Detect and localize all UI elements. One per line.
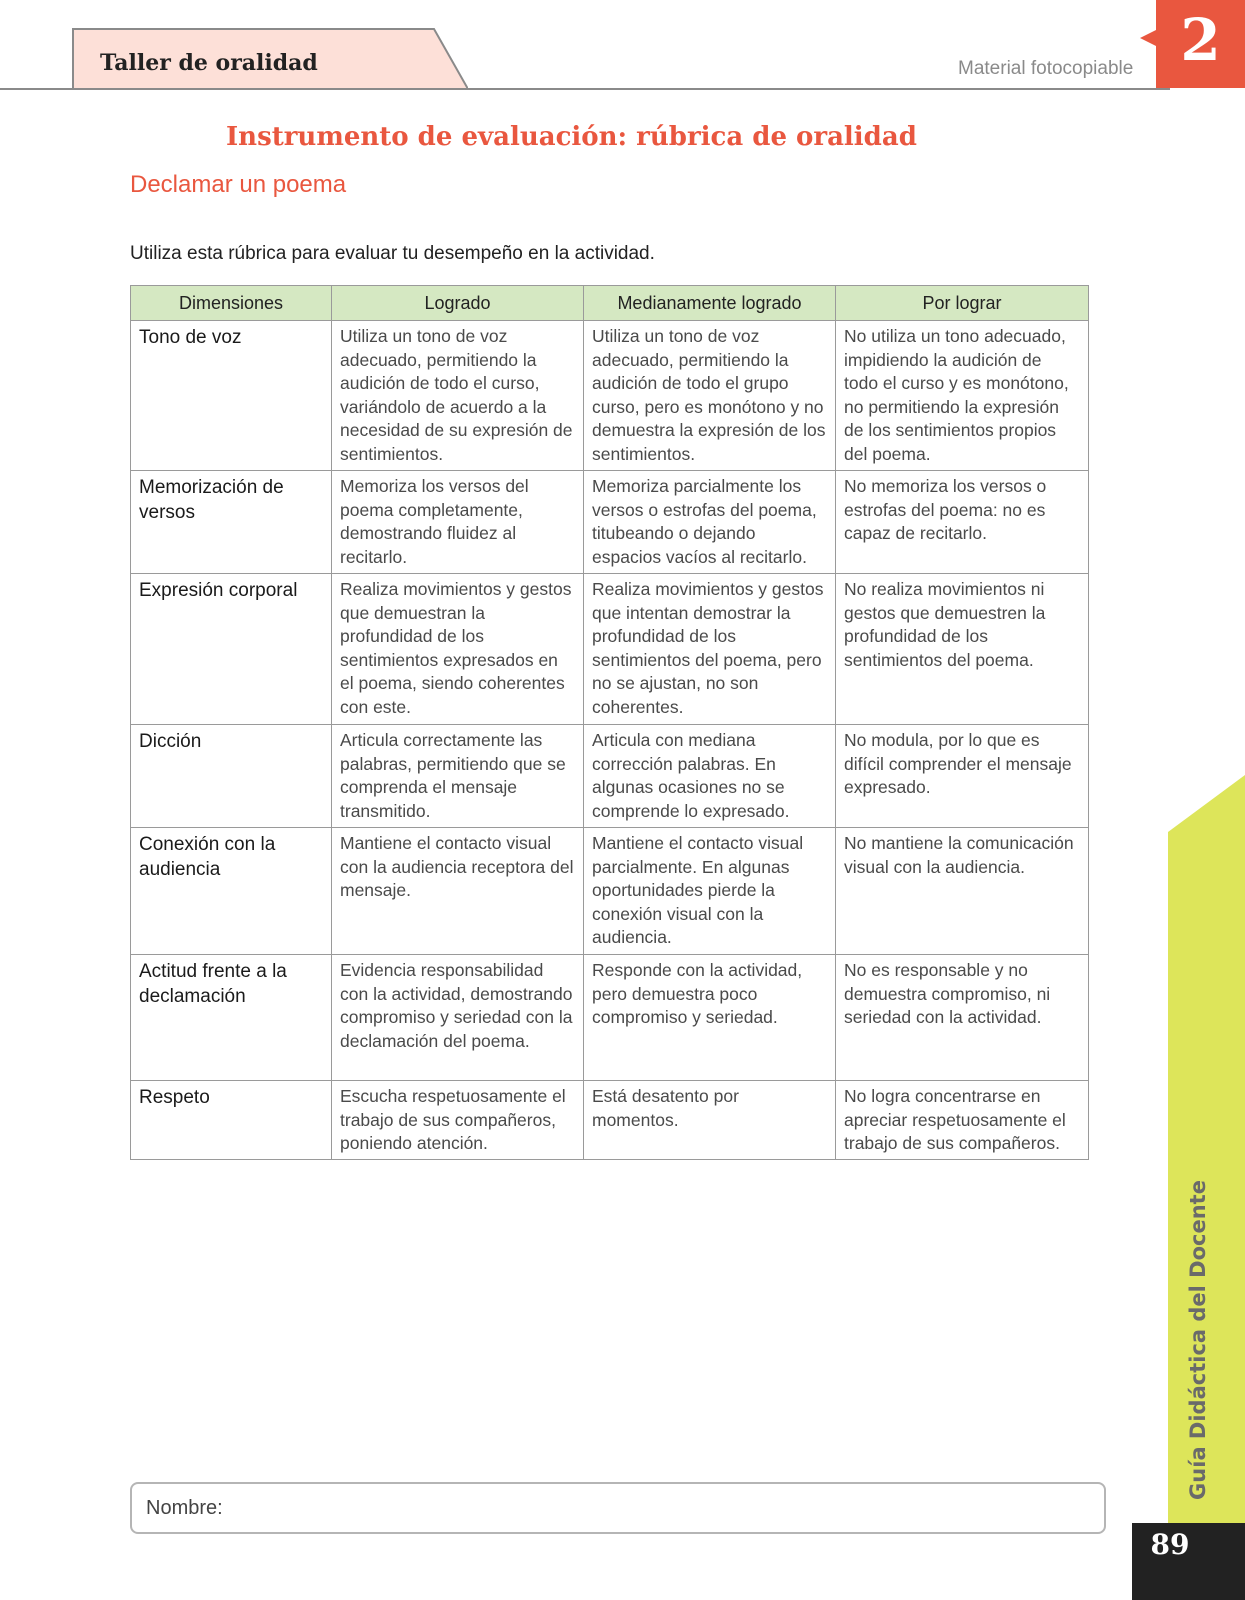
logrado-cell: Articula correctamente las palabras, permitiendo que se comprenda el mensaje transmitido. (332, 725, 584, 828)
logrado-cell: Realiza movimientos y gestos que demuestran la profundidad de los sentimientos expresados en el poema, siendo coherentes con este. (332, 574, 584, 725)
logrado-cell: Evidencia responsabilidad con la actividad, demostrando compromiso y seriedad con la declamación del poema. (332, 955, 584, 1081)
logrado-cell: Escucha respetuosamente el trabajo de sus compañeros, poniendo atención. (332, 1081, 584, 1160)
dimension-cell: Memorización de versos (131, 471, 332, 574)
table-row (131, 471, 1089, 574)
logrado-cell: Mantiene el contacto visual con la audiencia receptora del mensaje. (332, 828, 584, 955)
table-header-row (131, 286, 1089, 321)
table-row (131, 321, 1089, 471)
por-lograr-cell: No es responsable y no demuestra compromiso, ni seriedad con la actividad. (836, 955, 1089, 1081)
instructions: Utiliza esta rúbrica para evaluar tu desempeño en la actividad. (130, 243, 655, 264)
medianamente-cell: Mantiene el contacto visual parcialmente. En algunas oportunidades pierde la conexión visual con la audiencia. (584, 828, 836, 955)
column-header-medianamente-logrado: Medianamente logrado (584, 286, 836, 321)
name-label: Nombre: (146, 1497, 223, 1519)
column-header-por-lograr: Por lograr (836, 286, 1089, 321)
dimension-cell: Expresión corporal (131, 574, 332, 725)
page-subtitle: Declamar un poema (130, 171, 347, 198)
name-field[interactable] (130, 1482, 1106, 1534)
section-tab-label: Taller de oralidad (100, 50, 318, 76)
rubric-table (130, 285, 1089, 1160)
por-lograr-cell: No modula, por lo que es difícil comprender el mensaje expresado. (836, 725, 1089, 828)
table-row (131, 574, 1089, 725)
photocopiable-label: Material fotocopiable (958, 58, 1134, 79)
dimension-cell: Respeto (131, 1081, 332, 1160)
logrado-cell: Utiliza un tono de voz adecuado, permitiendo la audición de todo el curso, variándolo de acuerdo a la necesidad de su expresión de sentimientos. (332, 321, 584, 471)
por-lograr-cell: No memoriza los versos o estrofas del poema: no es capaz de recitarlo. (836, 471, 1089, 574)
page-title: Instrumento de evaluación: rúbrica de oralidad (226, 122, 917, 152)
por-lograr-cell: No mantiene la comunicación visual con la audiencia. (836, 828, 1089, 955)
column-header-logrado: Logrado (332, 286, 584, 321)
por-lograr-cell: No logra concentrarse en apreciar respetuosamente el trabajo de sus compañeros. (836, 1081, 1089, 1160)
medianamente-cell: Utiliza un tono de voz adecuado, permitiendo la audición de todo el grupo curso, pero es monótono y no demuestra la expresión de los sentimientos. (584, 321, 836, 471)
dimension-cell: Actitud frente a la declamación (131, 955, 332, 1081)
medianamente-cell: Articula con mediana corrección palabras. En algunas ocasiones no se comprende lo expresado. (584, 725, 836, 828)
por-lograr-cell: No utiliza un tono adecuado, impidiendo la audición de todo el curso y es monótono, no permitiendo la expresión de los sentimientos propios del poema. (836, 321, 1089, 471)
logrado-cell: Memoriza los versos del poema completamente, demostrando fluidez al recitarlo. (332, 471, 584, 574)
unit-badge-notch (1140, 30, 1156, 46)
table-row (131, 955, 1089, 1081)
medianamente-cell: Memoriza parcialmente los versos o estrofas del poema, titubeando o dejando espacios vacíos al recitarlo. (584, 471, 836, 574)
unit-number: 2 (1180, 6, 1221, 74)
dimension-cell: Tono de voz (131, 321, 332, 471)
column-header-dimensiones: Dimensiones (131, 286, 332, 321)
table-row (131, 828, 1089, 955)
medianamente-cell: Está desatento por momentos. (584, 1081, 836, 1160)
page-number: 89 (1150, 1528, 1190, 1561)
table-row (131, 725, 1089, 828)
dimension-cell: Dicción (131, 725, 332, 828)
table-row (131, 1081, 1089, 1160)
medianamente-cell: Responde con la actividad, pero demuestra poco compromiso y seriedad. (584, 955, 836, 1081)
medianamente-cell: Realiza movimientos y gestos que intentan demostrar la profundidad de los sentimientos del poema, pero no se ajustan, no son coherentes. (584, 574, 836, 725)
dimension-cell: Conexión con la audiencia (131, 828, 332, 955)
side-label: Guía Didáctica del Docente (1186, 1180, 1210, 1500)
por-lograr-cell: No realiza movimientos ni gestos que demuestren la profundidad de los sentimientos del poema. (836, 574, 1089, 725)
